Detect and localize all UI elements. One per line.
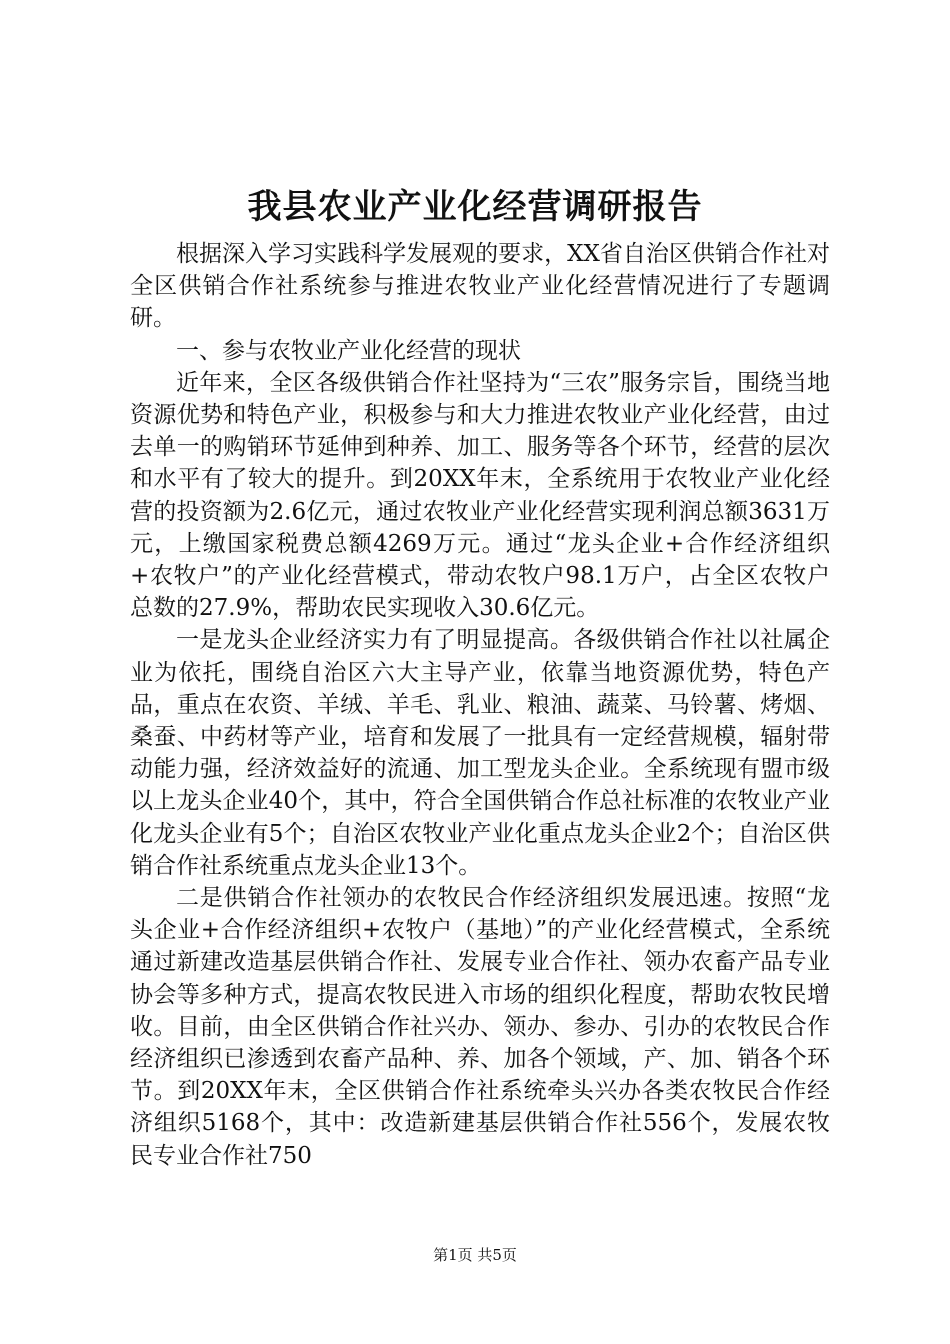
paragraph-intro: 根据深入学习实践科学发展观的要求，XX省自治区供销合作社对全区供销合作社系统参与推进农牧业产业化经营情况进行了专题调研。	[130, 241, 830, 332]
section-heading: 一、参与农牧业产业化经营的现状	[176, 337, 521, 364]
document-title: 我县农业产业化经营调研报告	[247, 187, 703, 227]
paragraph-cooperatives: 二是供销合作社领办的农牧民合作经济组织发展迅速。按照“龙头企业+合作经济组织+农牧户（基地）”的产业化经营模式，全系统通过新建改造基层供销合作社、发展专业合作社、领办农畜产品专业协会等多种方式，提高农牧民进入市场的组织化程度，帮助农牧民增收。目前，由全区供销合作社兴办、领办、参办、引办的农牧民合作经济组织已渗透到农畜产品种、养、加各个领域，产、加、销各个环节。到20XX年末，全区供销合作社系统牵头兴办各类农牧民合作经济组织5168个，其中：改造新建基层供销合作社556个，发展农牧民专业合作社750	[130, 885, 830, 1169]
paragraph-leading-enterprises: 一是龙头企业经济实力有了明显提高。各级供销合作社以社属企业为依托，围绕自治区六大主导产业，依靠当地资源优势，特色产品，重点在农资、羊绒、羊毛、乳业、粮油、蔬菜、马铃薯、烤烟、桑蚕、中药材等产业，培育和发展了一批具有一定经营规模，辐射带动能力强，经济效益好的流通、加工型龙头企业。全系统现有盟市级以上龙头企业40个，其中，符合全国供销合作总社标准的农牧业产业化龙头企业有5个；自治区农牧业产业化重点龙头企业2个；自治区供销合作社系统重点龙头企业13个。	[130, 627, 830, 879]
paragraph-status: 近年来，全区各级供销合作社坚持为“三农”服务宗旨，围绕当地资源优势和特色产业，积极参与和大力推进农牧业产业化经营，由过去单一的购销环节延伸到种养、加工、服务等各个环节，经营的层次和水平有了较大的提升。到20XX年末，全系统用于农牧业产业化经营的投资额为2.6亿元，通过农牧业产业化经营实现利润总额3631万元，上缴国家税费总额4269万元。通过“龙头企业+合作经济组织+农牧户”的产业化经营模式，带动农牧户98.1万户，占全区农牧户总数的27.9%，帮助农民实现收入30.6亿元。	[130, 369, 830, 622]
page-number-footer: 第1页 共5页	[433, 1246, 517, 1264]
document-body	[130, 238, 830, 1172]
